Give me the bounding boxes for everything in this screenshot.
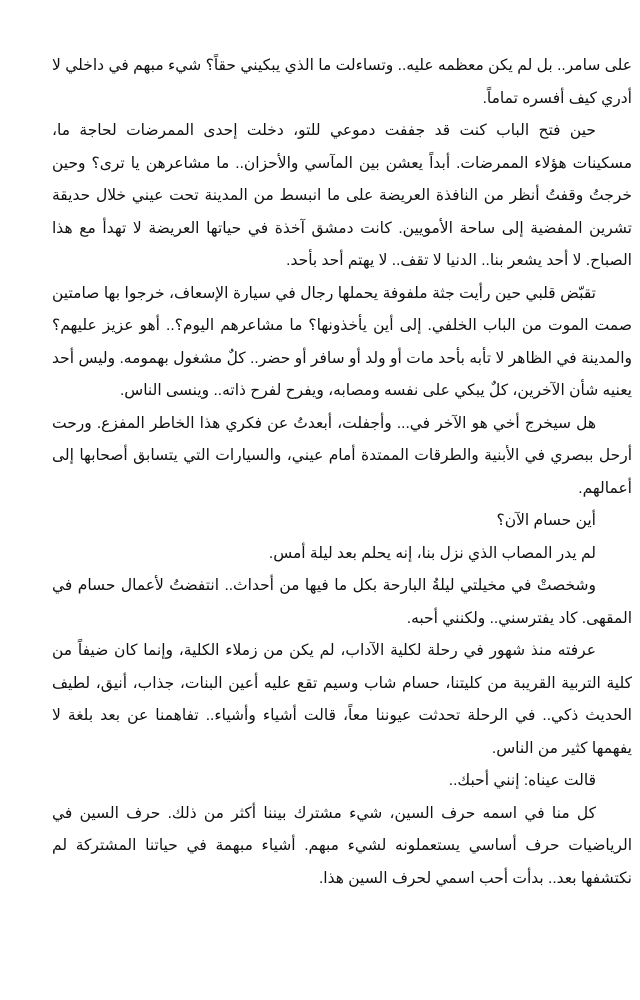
paragraph: هل سيخرج أخي هو الآخر في... وأجفلت، أبعدتُ عن فكري هذا الخاطر المفزع. ورحت أرحل ببصري في الأبنية والطرقات الممتدة أمام عيني، والسيارات التي يتسابق أصحابها إلى أعمالهم.	[52, 414, 632, 497]
paragraph: تقبّض قلبي حين رأيت جثة ملفوفة يحملها رجال في سيارة الإسعاف، خرجوا بها صامتين صمت الموت من الباب الخلفي. إلى أين يأخذونها؟ ما مشاعرهم اليوم؟.. أهو عزيز عليهم؟ والمدينة في الظاهر لا تأبه بأحد مات أو ولد أو سافر أو حضر.. كلٌ مشغول بهمومه. وليس أحد يعنيه شأن الآخرين، كلٌ يبكي على نفسه ومصابه، ويفرح لفرح ذاته.. وينسى الناس.	[52, 284, 632, 399]
paragraph: لم يدر المصاب الذي نزل بنا، إنه يحلم بعد ليلة أمس.	[268, 544, 596, 562]
paragraph: أين حسام الآن؟	[496, 512, 596, 529]
paragraph: قالت عيناه: إنني أحبك..	[448, 772, 596, 789]
document-page	[52, 50, 632, 895]
paragraph: حين فتح الباب كنت قد جففت دموعي للتو، دخلت إحدى الممرضات لحاجة ما، مسكينات هؤلاء الممرضات. أبداً يعشن بين المآسي والأحزان.. ما مشاعرهن يا ترى؟ وحين خرجتُ وقفتُ أنظر من النافذة العريضة على ما انبسط من المدينة تحت عيني خلال حديقة تشرين المفضية إلى ساحة الأمويين. كانت دمشق آخذة في حياتها العريضة لا تهدأ مع هذا الصباح. لا أحد يشعر بنا.. الدنيا لا تقف.. لا يهتم أحد بأحد.	[52, 122, 632, 269]
paragraph: وشخصتْ في مخيلتي ليلةُ البارحة بكل ما فيها من أحداث.. انتفضتُ لأعمال حسام في المقهى. كاد يفترسني.. ولكنني أحبه.	[52, 577, 632, 627]
paragraph: كل منا في اسمه حرف السين، شيء مشترك بيننا أكثر من ذلك. حرف السين في الرياضيات حرف أساسي يستعملونه لشيء مبهم. أشياء مبهمة في حياتنا المشتركة لم نكتشفها بعد.. بدأت أحب اسمي لحرف السين هذا.	[52, 804, 632, 887]
paragraph: عرفته منذ شهور في رحلة لكلية الآداب، لم يكن من زملاء الكلية، وإنما كان ضيفاً من كلية التربية القريبة من كليتنا، حسام شاب وسيم تقع عليه أعين البنات، جذاب، أنيق، لطيف الحديث ذكي.. في الرحلة تحدثت عيوننا معاً، قالت أشياء وأشياء.. تفاهمنا عن بعد بلغة لا يفهمها كثير من الناس.	[52, 642, 632, 757]
paragraph: على سامر.. بل لم يكن معظمه عليه.. وتساءلت ما الذي يبكيني حقاً؟ شيء مبهم في داخلي لا أدري كيف أفسره تماماً.	[52, 57, 632, 107]
